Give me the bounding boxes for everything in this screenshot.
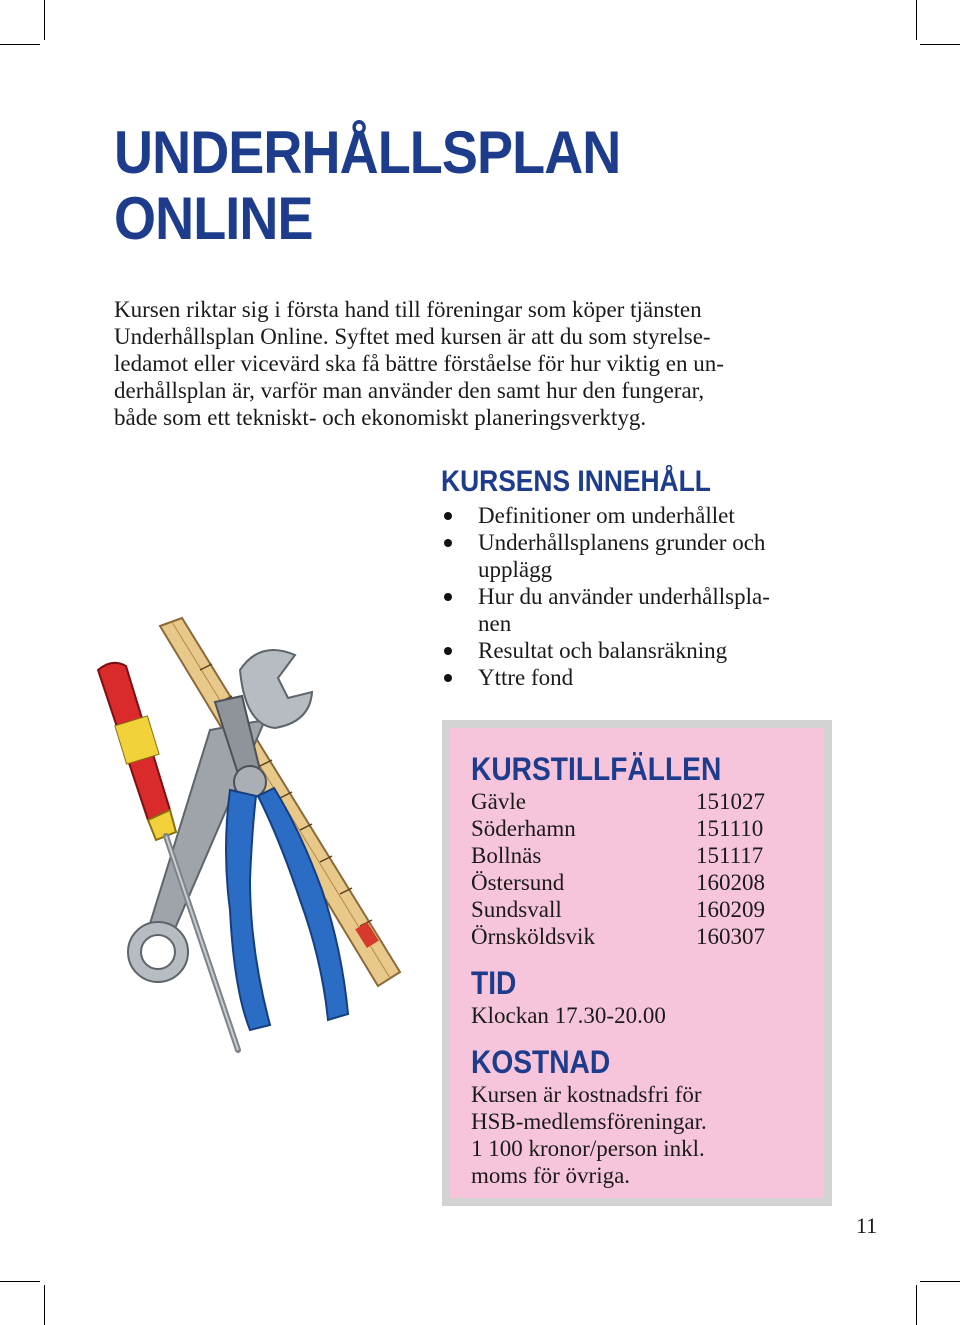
list-item-line: upplägg (478, 557, 553, 582)
intro-line: ledamot eller vicevärd ska få bättre förståelse för hur viktig en un- (114, 351, 724, 376)
course-content-heading: KURSENS INNEHÅLL (441, 465, 711, 498)
intro-line: Underhållsplan Online. Syftet med kursen är att du som styrelse- (114, 324, 711, 349)
session-row (471, 815, 804, 842)
course-content-list (441, 502, 861, 691)
list-item-line: Hur du använder underhållspla- (478, 584, 770, 609)
cost-heading: KOSTNAD (471, 1044, 611, 1080)
page-number: 11 (856, 1213, 878, 1238)
session-place: Gävle (471, 789, 526, 814)
session-place: Söderhamn (471, 816, 576, 841)
session-row (471, 788, 804, 815)
session-row (471, 842, 804, 869)
time-text (471, 1002, 804, 1029)
crop-mark (920, 44, 960, 45)
session-place: Sundsvall (471, 897, 562, 922)
course-info-box (442, 720, 832, 1206)
cost-line: 1 100 kronor/person inkl. (471, 1136, 705, 1161)
cost-line: Kursen är kostnadsfri för (471, 1082, 702, 1107)
course-content-section (441, 464, 861, 691)
crop-mark (916, 0, 917, 40)
course-info-content (471, 750, 804, 1189)
list-item (441, 637, 861, 664)
tools-illustration-icon (60, 610, 410, 1080)
crop-mark (0, 1281, 40, 1282)
session-place: Östersund (471, 870, 565, 895)
intro-line: Kursen riktar sig i första hand till föreningar som köper tjänsten (114, 297, 702, 322)
list-item-line: Definitioner om underhållet (478, 503, 735, 528)
sessions-heading: KURSTILLFÄLLEN (471, 751, 722, 787)
list-item-line: Resultat och balansräkning (478, 638, 728, 663)
session-date: 160208 (696, 870, 765, 895)
title-line: ONLINE (114, 185, 313, 252)
crop-mark (916, 1285, 917, 1325)
intro-line: både som ett tekniskt- och ekonomiskt planeringsverktyg. (114, 405, 647, 430)
session-date: 160209 (696, 897, 765, 922)
time-value: Klockan 17.30-20.00 (471, 1003, 666, 1028)
session-date: 151110 (696, 816, 764, 841)
crop-mark (44, 1285, 45, 1325)
list-item (441, 664, 861, 691)
session-row (471, 869, 804, 896)
crop-mark (920, 1281, 960, 1282)
list-item (441, 583, 861, 637)
intro-paragraph (114, 296, 844, 431)
session-date: 151027 (696, 789, 765, 814)
session-place: Örnsköldsvik (471, 924, 595, 949)
title-line: UNDERHÅLLSPLAN (114, 119, 621, 186)
session-date: 151117 (696, 843, 764, 868)
cost-line: HSB-medlemsföreningar. (471, 1109, 707, 1134)
list-item (441, 502, 861, 529)
list-item-line: Yttre fond (478, 665, 574, 690)
cost-text (471, 1081, 804, 1189)
crop-mark (0, 44, 40, 45)
time-heading: TID (471, 965, 517, 1001)
crop-mark (44, 0, 45, 40)
intro-line: derhållsplan är, varför man använder den samt hur den fungerar, (114, 378, 705, 403)
session-row (471, 923, 804, 950)
sessions-list (471, 788, 804, 950)
list-item-line: Underhållsplanens grunder och (478, 530, 766, 555)
list-item (441, 529, 861, 583)
cost-line: moms för övriga. (471, 1163, 631, 1188)
session-row (471, 896, 804, 923)
session-place: Bollnäs (471, 843, 542, 868)
page-title (114, 120, 620, 252)
list-item-line: nen (478, 611, 512, 636)
session-date: 160307 (696, 924, 765, 949)
